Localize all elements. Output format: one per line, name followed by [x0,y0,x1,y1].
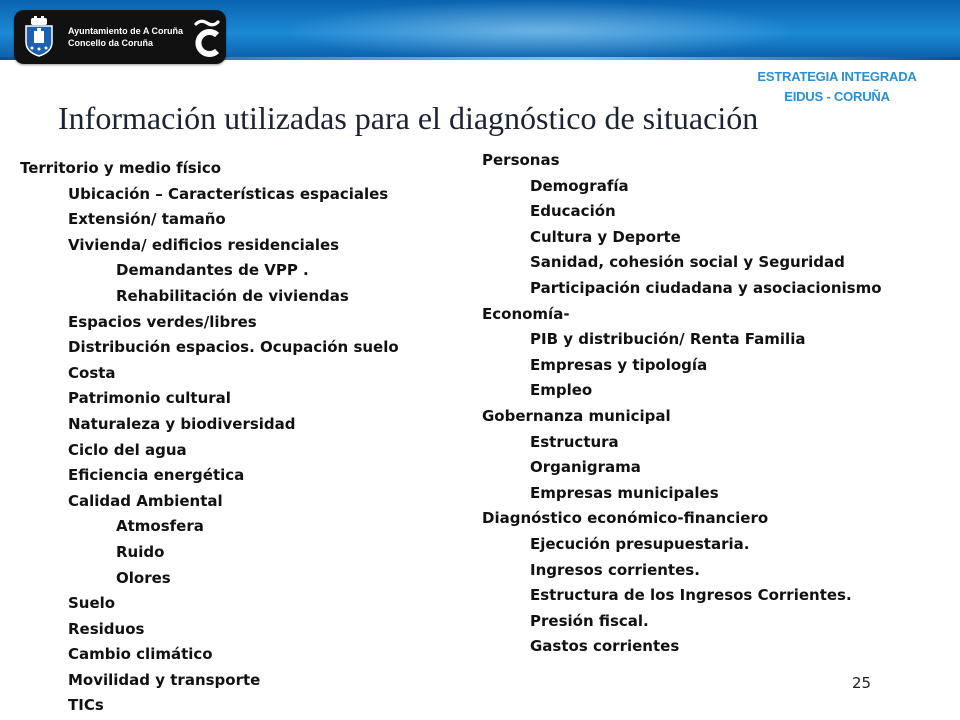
list-item: Participación ciudadana y asociacionismo [530,278,882,297]
list-item: Eficiencia energética [68,466,245,485]
list-item: Gastos corrientes [530,637,680,656]
section-heading: Gobernanza municipal [482,406,671,425]
list-item: Demografía [530,176,629,195]
list-item: Espacios verdes/libres [68,312,257,331]
section-heading: Territorio y medio físico [20,159,222,177]
section-heading: Personas [482,151,560,169]
list-item: Presión fiscal. [530,611,649,630]
right-column-list [482,148,882,660]
list-item: Extensión/ tamaño [68,210,226,229]
list-item: Distribución espacios. Ocupación suelo [68,338,399,357]
section-heading: Diagnóstico económico-financiero [482,509,769,528]
logo-text [68,25,183,49]
list-item: Cultura y Deporte [530,227,681,246]
list-item: Ingresos corrientes. [530,560,700,579]
list-item: Rehabilitación de viviendas [116,286,349,305]
list-item: Ejecución presupuestaria. [530,534,750,553]
list-item: Organigrama [530,458,641,477]
list-item: Empresas y tipología [530,355,708,374]
strategy-line-2: EIDUS - CORUÑA [784,89,890,104]
list-item: Estructura de los Ingresos Corrientes. [530,586,852,605]
list-item: Educación [530,202,616,221]
list-item: Patrimonio cultural [68,389,231,408]
list-item: Naturaleza y biodiversidad [68,414,296,433]
list-item: Ciclo del agua [68,440,187,459]
list-item: Atmosfera [116,517,204,536]
list-item: TICs [68,696,104,715]
list-item: Empleo [530,381,593,400]
list-item: Empresas municipales [530,483,719,502]
coat-of-arms-icon [22,16,56,58]
list-item: Demandantes de VPP . [116,261,309,280]
section-heading: Economía- [482,304,570,323]
slide-title: Información utilizadas para el diagnóstico de situación [58,100,759,136]
list-item: Ruido [116,542,165,561]
list-item: Sanidad, cohesión social y Seguridad [530,253,845,272]
list-item: Movilidad y transporte [68,670,261,689]
list-item: Vivienda/ edificios residenciales [68,235,340,254]
list-item: Cambio climático [68,645,213,664]
list-item: Estructura [530,432,619,451]
city-logo [14,10,226,64]
list-item: PIB y distribución/ Renta Familia [530,330,806,349]
header-shine [280,0,800,60]
list-item: Residuos [68,619,145,638]
strategy-line-1: ESTRATEGIA INTEGRADA [757,69,917,84]
list-item: Ubicación – Características espaciales [68,184,389,203]
list-item: Calidad Ambiental [68,491,223,510]
list-item: Suelo [68,594,116,613]
c-tilde-logo-icon [192,18,222,58]
list-item: Costa [68,363,116,382]
page-number: 25 [852,674,872,692]
left-column-list [20,156,399,719]
logo-line-1: Ayuntamiento de A Coruña [68,26,184,36]
list-item: Olores [116,568,171,587]
logo-line-2: Concello da Coruña [68,38,154,48]
